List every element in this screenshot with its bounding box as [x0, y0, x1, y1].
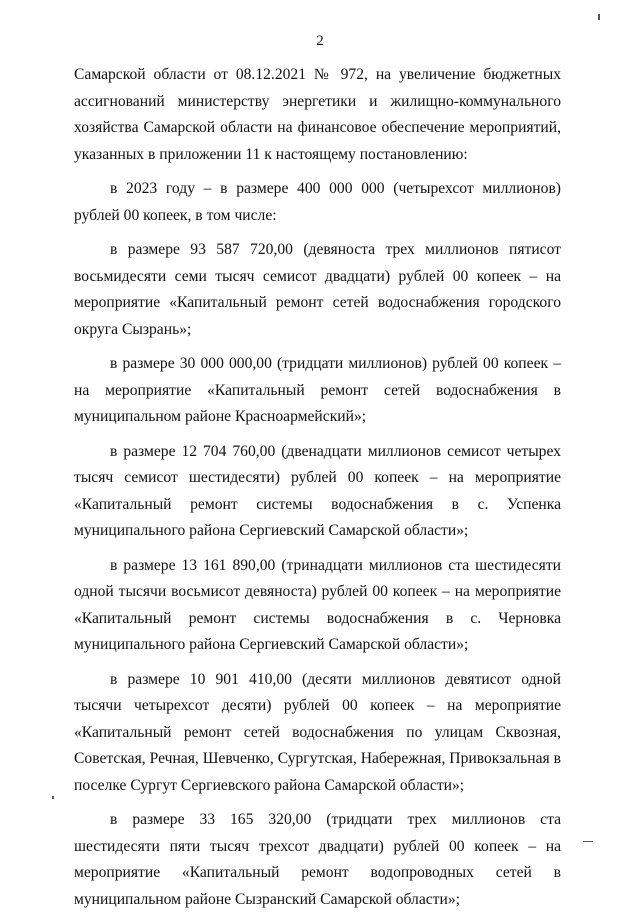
- paragraph-item-syzran: в размере 93 587 720,00 (девяноста трех миллионов пятисот восьмидесяти семи тысяч семисот двадцати) рублей 00 копеек – на мероприятие «Капитальный ремонт сетей водоснабжения городского округа Сызрань»;: [74, 241, 561, 338]
- paragraph-item-syzransky: в размере 33 165 320,00 (тридцати трех миллионов ста шестидесяти пяти тысяч трехсот двадцати) рублей 00 копеек – на мероприятие «Капитальный ремонт водопроводных сетей в муниципальном районе Сызранский Самарской области»;: [74, 811, 561, 908]
- document-body: [74, 62, 561, 921]
- scan-speck: [598, 14, 600, 20]
- paragraph-item-chernovka: в размере 13 161 890,00 (тринадцати миллионов ста шестидесяти одной тысячи восьмисот девяноста) рублей 00 копеек – на мероприятие «Капитальный ремонт системы водоснабжения в с. Черновка муниципального района Сергиевский Самарской области»;: [74, 556, 561, 653]
- scan-speck: [52, 796, 54, 799]
- paragraph-item-krasnoarmeysky: в размере 30 000 000,00 (тридцати миллионов) рублей 00 копеек – на мероприятие «Капитальный ремонт сетей водоснабжения в муниципальном районе Красноармейский»;: [74, 355, 561, 425]
- scan-speck: [583, 841, 593, 842]
- page-number: 2: [316, 33, 324, 49]
- paragraph-item-uspenka: в размере 12 704 760,00 (двенадцати миллионов семисот четырех тысяч семисот шестидесяти) рублей 00 копеек – на мероприятие «Капитальный ремонт системы водоснабжения в с. Успенка муниципального района Сергиевский Самарской области»;: [74, 442, 561, 539]
- paragraph-2023-total: в 2023 году – в размере 400 000 000 (четырехсот миллионов) рублей 00 копеек, в том числе:: [74, 180, 561, 224]
- paragraph-intro: Самарской области от 08.12.2021 № 972, на увеличение бюджетных ассигнований министерству энергетики и жилищно-коммунального хозяйства Самарской области на финансовое обеспечение мероприятий, указанных в приложении 11 к настоящему постановлению:: [74, 66, 561, 163]
- paragraph-item-surgut: в размере 10 901 410,00 (десяти миллионов девятисот одной тысячи четырехсот десяти) рублей 00 копеек – на мероприятие «Капитальный ремонт сетей водоснабжения по улицам Сквозная, Советская, Речная, Шевченко, Сургутская, Набережная, Привокзальная в поселке Сургут Сергиевского района Самарской области»;: [74, 670, 561, 794]
